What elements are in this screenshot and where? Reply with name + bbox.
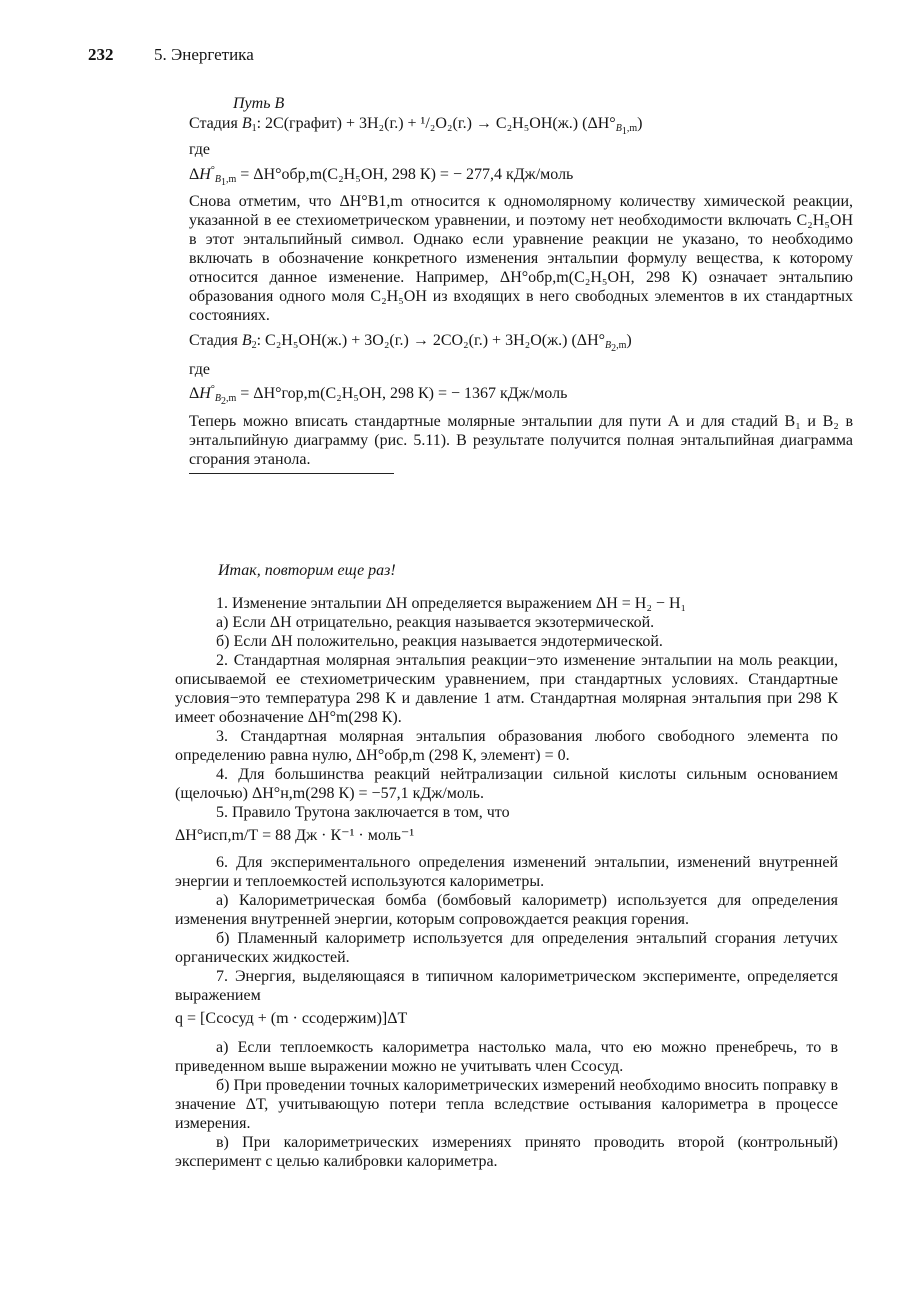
running-header — [88, 45, 688, 67]
trouton-formula: ΔН°исп,m/Т = 88 Дж · К⁻¹ · моль⁻¹ — [175, 827, 415, 844]
list-item: 3. Стандартная молярная энтальпия образования любого свободного элемента по определению равна нулю, ΔН°обр,m (298 К, элемент) = 0. — [175, 728, 838, 764]
list-item: 2. Стандартная молярная энтальпия реакции−это изменение энтальпии на моль реакции, описываемой ее стехиометрическим уравнением, при стандартных условиях. Стандартные условия−это температура 298 К и давление 1 атм. Стандартная молярная энтальпия при 298 К имеет обозначение ΔН°m(298 К). — [175, 652, 838, 726]
list-item: 1. Изменение энтальпии ΔН определяется выражением ΔН = Н₂ − Н₁ — [216, 595, 687, 612]
chapter-title: 5. Энергетика — [154, 45, 254, 64]
list-item: б) Пламенный калориметр используется для определения энтальпий сгорания летучих органических жидкостей. — [175, 930, 838, 966]
summary-heading: Итак, повторим еще раз! — [218, 562, 396, 579]
list-item: 6. Для экспериментального определения изменений энтальпии, изменений внутренней энергии и теплоемкостей используются калориметры. — [175, 854, 838, 890]
path-title: Путь В — [233, 95, 285, 112]
page-number: 232 — [88, 45, 114, 64]
where-label-1: где — [189, 141, 211, 158]
list-item: 7. Энергия, выделяющаяся в типичном калориметрическом эксперименте, определяется выражением — [175, 968, 838, 1004]
stage-b2-equation: Стадия $В_2$: С₂Н₅ОН(ж.) + 3О₂(г.) → 2СО₂(г.) + 3Н₂О(ж.) $(\Delta Н^\circ_{В_2,m})$ — [189, 332, 632, 354]
enthalpy-equation-b2: $\Delta Н^\circ_{В_2,m} = \Delta Н^\circ гор,m(С_2Н_5ОН$, 298 К) = − 1367 кДж/моль — [189, 384, 568, 407]
list-item: 4. Для большинства реакций нейтрализации сильной кислоты сильным основанием (щелочью) ΔН°н,m(298 К) = −57,1 кДж/моль. — [175, 766, 838, 802]
summary-list — [175, 594, 838, 1171]
list-item: а) Калориметрическая бомба (бомбовый калориметр) используется для определения изменения внутренней энергии, которым сопровождается реакция горения. — [175, 892, 838, 928]
calorimetry-formula: q = [Ссосуд + (m · ссодержим)]ΔТ — [175, 1010, 408, 1027]
list-item: 5. Правило Трутона заключается в том, что — [216, 804, 510, 821]
list-item: а) Если теплоемкость калориметра настолько мала, что ею можно пренебречь, то в приведенном выше выражении можно не учитывать член Ссосуд. — [175, 1039, 838, 1075]
list-item: б) Если ΔН положительно, реакция называется эндотермической. — [216, 633, 663, 650]
section-divider — [189, 473, 394, 474]
list-item: в) При калориметрических измерениях принято проводить второй (контрольный) эксперимент с целью калибровки калориметра. — [175, 1134, 838, 1170]
where-label-2: где — [189, 361, 211, 378]
list-item: б) При проведении точных калориметрических измерений необходимо вносить поправку в значение ΔТ, учитывающую потери тепла вследствие остывания калориметра в процессе измерения. — [175, 1077, 838, 1132]
paragraph-b1-note: Снова отметим, что ΔН°B1,m относится к одномолярному количеству химической реакции, указанной в ее стехиометрическом уравнении, и поэтому нет необходимости включать С₂Н₅ОН в этот энтальпийный символ. Однако если уравнение реакции не указано, то необходимо включать в обозначение конкретного изменения энтальпии формулу вещества, к которому относится данное изменение. Например, ΔН°обр,m(С₂Н₅ОН, 298 К) означает энтальпию образования одного моля С₂Н₅ОН из входящих в него свободных элементов в их стандартных состояниях. — [189, 193, 853, 324]
list-item: а) Если ΔН отрицательно, реакция называется экзотермической. — [216, 614, 655, 631]
stage-b1-equation: Стадия $В_1$: 2С(графит) + 3Н₂(г.) + ¹/₂О₂(г.) → С₂Н₅ОН(ж.) $(\Delta Н^\circ_{В_1,m})$ — [189, 115, 643, 137]
paragraph-diagram-note: Теперь можно вписать стандартные молярные энтальпии для пути А и для стадий В₁ и В₂ в энтальпийную диаграмму (рис. 5.11). В результате получится полная энтальпийная диаграмма сгорания этанола. — [189, 413, 853, 468]
enthalpy-equation-b1: $\Delta Н^\circ_{В_1,m} = \Delta Н^\circ обр,m(С_2Н_5ОН$, 298 К) = − 277,4 кДж/моль — [189, 165, 574, 188]
